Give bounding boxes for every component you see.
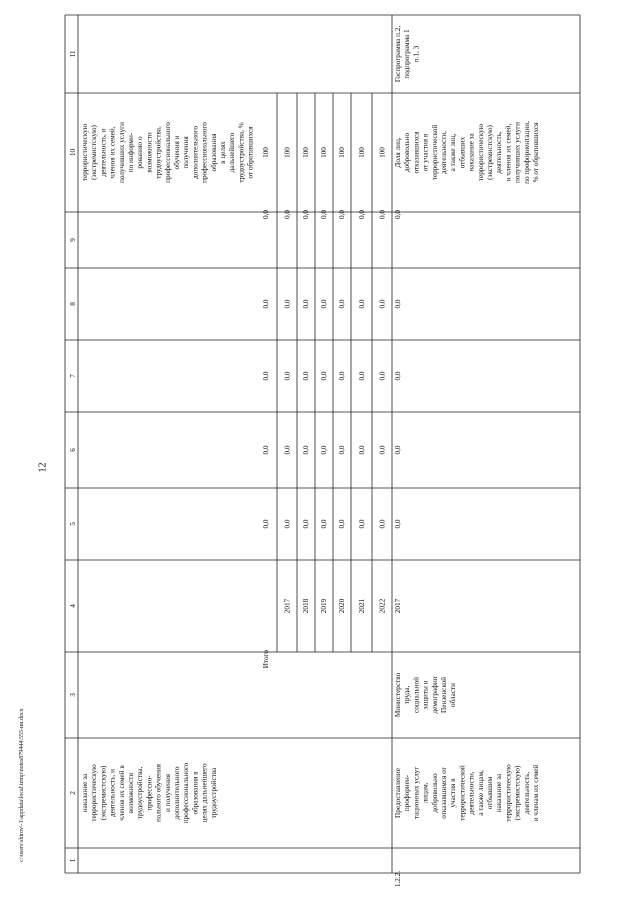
indicator-value: 100: [378, 147, 387, 158]
value-cell: 0,0: [338, 371, 347, 381]
item-122-description-line: а также лицам,: [476, 770, 485, 816]
item-122-description-line: участия в: [449, 778, 458, 808]
indicator-description-line: членов их семей,: [108, 126, 117, 179]
value-cell: 0,0: [320, 445, 329, 455]
indicator-value: 100: [358, 147, 367, 158]
indicator-description-line: по информи-: [127, 132, 135, 173]
executor-line: социальной: [412, 677, 421, 713]
indicator-description-line: (экстремистскую): [90, 125, 99, 180]
item-122-description-line: наказание за: [495, 773, 504, 813]
column-header-6: 6: [69, 448, 77, 452]
item-122-indicator-line: (экстремистскую): [486, 125, 494, 180]
item-122-description-line: отказавшимся от: [440, 767, 448, 819]
page-number: 12: [37, 462, 49, 473]
total-value: 0,0: [262, 210, 270, 219]
indicator-description-line: возможности: [145, 132, 154, 173]
indicator-description-line: дальнейшего: [228, 132, 237, 173]
indicator-value: 100: [302, 147, 311, 158]
indicator-description-line: профессионального: [163, 122, 172, 183]
indicator-description-line: террористическую: [81, 123, 89, 182]
item-122-indicator-line: от участия в: [421, 133, 430, 172]
value-cell: 0,0: [283, 519, 292, 529]
item-122-year: 2017: [394, 598, 402, 614]
indicator-description-line: трудоустройства, %: [237, 122, 246, 183]
row-year: 2021: [358, 598, 367, 614]
item-122-description-line: деятельности,: [467, 771, 476, 815]
item-122-description-line: добровольно: [430, 773, 439, 813]
value-cell: 0,0: [283, 445, 292, 455]
executor-line: демографии: [430, 676, 439, 714]
column-header-5: 5: [69, 522, 77, 526]
value-cell: 0,0: [378, 445, 387, 455]
value-cell: 0,0: [320, 299, 329, 309]
value-cell: 0,0: [320, 210, 329, 219]
value-cell: 0,0: [378, 210, 387, 219]
value-cell: 0,0: [302, 445, 311, 455]
column-header-8: 8: [69, 302, 77, 306]
value-cell: 0,0: [283, 299, 292, 309]
value-cell: 0,0: [378, 299, 387, 309]
item-122-indicator-line: отбывших: [458, 136, 467, 169]
item-description-line: целях дальнейшего: [200, 763, 209, 823]
indicator-description-line: получения: [182, 136, 191, 169]
item-description-line: нального обучения: [154, 764, 163, 822]
item-description-line: деятельность, и: [108, 768, 117, 818]
value-cell: 0,0: [320, 519, 329, 529]
indicator-value: 100: [320, 147, 329, 158]
indicator-description-line: от обратившихся: [246, 126, 255, 179]
value-cell: 0,0: [358, 210, 367, 219]
column-header-10: 10: [69, 148, 77, 157]
item-122-indicator-line: отказавшихся: [412, 131, 421, 174]
indicator-description-line: трудоустройства,: [154, 126, 163, 179]
indicator-description-line: профессионального: [200, 122, 209, 183]
indicator-description-line: обучения и: [173, 135, 181, 170]
row-year: 2020: [338, 598, 347, 614]
item-number: 1.2.2.: [394, 871, 402, 888]
value-cell: 0,0: [358, 371, 367, 381]
value-cell: 0,0: [302, 210, 311, 219]
item-122-description-line: и членам их семей: [532, 764, 540, 822]
value-cell: 0,0: [378, 519, 387, 529]
item-122-description-line: отбывшим: [486, 776, 494, 810]
item-122-indicator-line: по профориентации,: [522, 121, 531, 184]
item-122-description-line: террористической: [458, 765, 467, 821]
indicator-description-line: получивших услуги: [117, 122, 126, 183]
footer-file-path-text: c:\users\shirov\-1\appdata\local\temp\notes879444\555-ии.docx: [19, 708, 25, 862]
value-cell: 0,0: [358, 445, 367, 455]
item-122-value: 0,0: [394, 299, 402, 309]
executor-line: области: [449, 682, 458, 708]
item-122-value: 0,0: [394, 519, 402, 529]
value-cell: 0,0: [320, 371, 329, 381]
value-cell: 0,0: [338, 519, 347, 529]
value-cell: 0,0: [338, 445, 347, 455]
row-year: 2017: [283, 598, 292, 614]
item-122-indicator-line: деятельности,: [440, 131, 448, 174]
value-cell: 0,0: [302, 371, 311, 381]
indicator-description-line: образования: [209, 133, 218, 172]
row-year: 2022: [378, 598, 387, 614]
item-122-indicator-line: террористическую: [476, 123, 485, 182]
column-header-11: 11: [69, 50, 77, 58]
row-year: 2019: [320, 598, 329, 614]
item-122-indicator-line: а также лиц,: [449, 133, 458, 172]
table-cells: [69, 26, 540, 888]
item-122-indicator-line: % от обратившихся: [532, 122, 540, 183]
value-cell: 0,0: [358, 299, 367, 309]
total-indicator-value: 100: [262, 147, 270, 158]
item-122-indicator-line: Доля лиц,: [394, 137, 402, 168]
item-description-line: (экстремистскую): [99, 765, 108, 821]
column-header-3: 3: [69, 693, 77, 697]
item-122-indicator-line: террористической: [430, 124, 439, 181]
total-value: 0,0: [262, 445, 270, 455]
indicator-description-line: в целях: [219, 141, 227, 164]
value-cell: 0,0: [283, 210, 292, 219]
item-122-description-line: профориен-: [403, 774, 412, 812]
item-122-indicator-line: получивших услуги: [513, 122, 522, 183]
value-cell: 0,0: [378, 371, 387, 381]
item-122-description-line: (экстремистскую): [513, 765, 522, 821]
indicator-description-line: деятельность, и: [99, 128, 108, 177]
item-122-description-line: деятельность,: [522, 771, 531, 815]
indicator-description-line: дополнительного: [191, 126, 200, 179]
value-cell: 0,0: [358, 519, 367, 529]
program-reference-line: Госпрограмма п.2,: [394, 25, 402, 83]
item-description-line: террористическую: [90, 764, 99, 822]
value-cell: 0,0: [338, 210, 347, 219]
item-122-description-line: тационных услуг: [412, 766, 421, 820]
item-description-line: членов их семей в: [117, 765, 126, 821]
item-122-description-line: Предоставление: [394, 768, 402, 818]
column-header-4: 4: [69, 604, 77, 608]
item-122-value: 0,0: [394, 210, 402, 219]
column-header-1: 1: [69, 858, 77, 863]
executor-line: Министерство: [394, 672, 402, 718]
item-description-line: возможности: [127, 772, 135, 814]
item-122-indicator-line: наказание за: [467, 133, 476, 172]
indicator-value: 100: [283, 147, 292, 158]
total-value: 0,0: [262, 299, 270, 309]
item-122-value: 0,0: [394, 445, 402, 455]
executor-line: Пензенской: [440, 677, 448, 713]
column-header-7: 7: [69, 374, 77, 378]
item-122-indicator-line: деятельность,: [495, 131, 504, 174]
item-122-indicator-line: и членов их семей,: [504, 123, 513, 182]
value-cell: 0,0: [338, 299, 347, 309]
item-description-line: профессио-: [145, 775, 154, 811]
value-cell: 0,0: [283, 371, 292, 381]
item-122-indicator-line: добровольно: [403, 132, 412, 173]
item-122-description-line: лицам,: [421, 782, 430, 804]
value-cell: 0,0: [302, 299, 311, 309]
item-description-line: трудоустройства,: [136, 766, 145, 820]
item-122-description-line: террористическую: [504, 764, 513, 822]
column-header-2: 2: [69, 791, 77, 795]
item-122-value: 0,0: [394, 371, 402, 381]
executor-line: защиты и: [421, 680, 430, 710]
executor-line: труда,: [403, 685, 412, 705]
total-value: 0,0: [262, 371, 270, 381]
total-row-label: Итого: [262, 650, 270, 669]
program-reference-line: п.1, 3: [412, 45, 421, 63]
item-description-line: профессионального: [182, 762, 191, 824]
total-value: 0,0: [262, 519, 270, 529]
program-reference-line: подпрограмма 1: [403, 29, 412, 79]
value-cell: 0,0: [302, 519, 311, 529]
column-header-9: 9: [69, 238, 77, 242]
indicator-description-line: рованию о: [136, 136, 145, 169]
row-year: 2018: [302, 598, 311, 614]
item-description-line: и получения: [163, 774, 172, 812]
item-description-line: наказание за: [81, 773, 89, 813]
item-description-line: трудоустройства: [209, 767, 218, 819]
indicator-value: 100: [338, 147, 347, 158]
item-description-line: дополнительного: [173, 766, 181, 820]
item-description-line: образования в: [191, 771, 200, 815]
